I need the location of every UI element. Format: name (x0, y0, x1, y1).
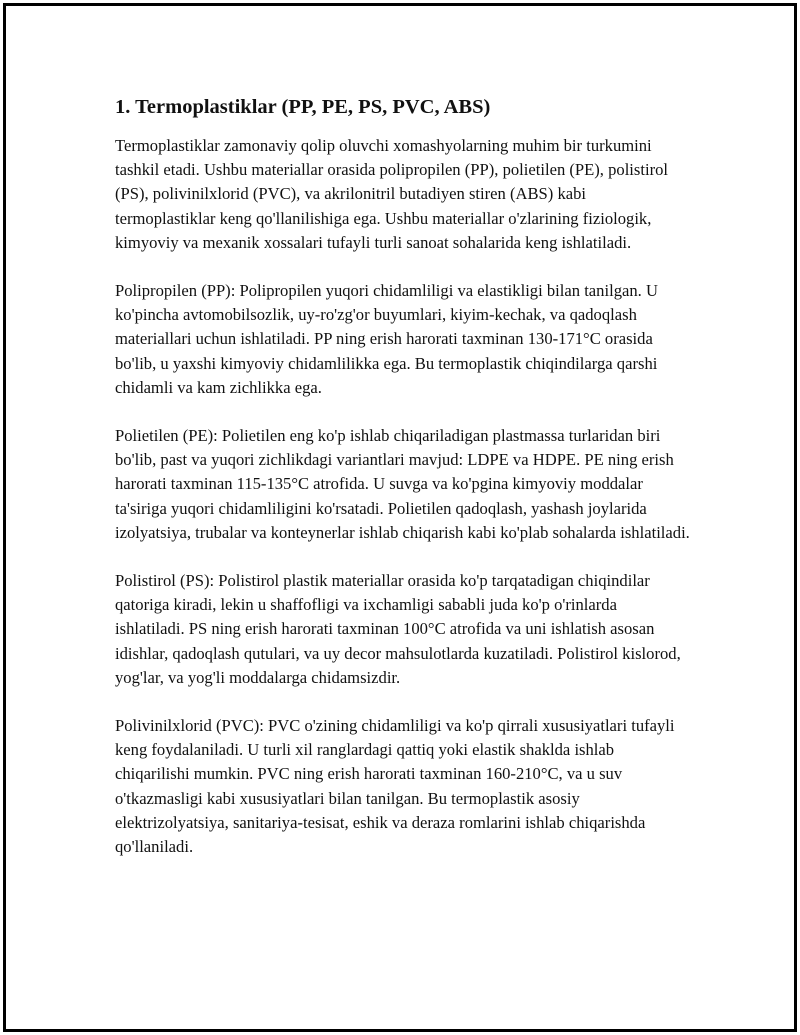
polypropylene-paragraph: Polipropilen (PP): Polipropilen yuqori chidamliligi va elastikligi bilan tanilgan. U ko'pincha avtomobilsozlik, uy-ro'zg'or buyumlari, kiyim-kechak, va qadoqlash materiallari uchun ishlatiladi. PP ning erish harorati taxminan 130-171°C orasida bo'lib, u yaxshi kimyoviy chidamlilikka ega. Bu termoplastik chiqindilarga qarshi chidamli va kam zichlikka ega. (115, 281, 658, 397)
intro-paragraph: Termoplastiklar zamonaviy qolip oluvchi xomashyolarning muhim bir turkumini tashkil etadi. Ushbu materiallar orasida polipropilen (PP), polietilen (PE), polistirol (PS), polivinilxlorid (PVC), va akrilonitril butadiyen stiren (ABS) kabi termoplastiklar keng qo'llanilishiga ega. Ushbu materiallar o'zlarining fiziologik, kimyoviy va mexanik xossalari tufayli turli sanoat sohalarida keng ishlatiladi. (115, 136, 669, 252)
pvc-paragraph: Polivinilxlorid (PVC): PVC o'zining chidamliligi va ko'p qirrali xususiyatlari tufayli keng foydalaniladi. U turli xil ranglardagi qattiq yoki elastik shaklda ishlab chiqarilishi mumkin. PVC ning erish harorati taxminan 160-210°C, va u suv o'tkazmasligi kabi xususiyatlari bilan tanilgan. Bu termoplastik asosiy elektrizolyatsiya, sanitariya-tesisat, eshik va deraza romlarini ishlab chiqarishda qo'llaniladi. (115, 716, 675, 857)
polystyrene-paragraph: Polistirol (PS): Polistirol plastik materiallar orasida ko'p tarqatadigan chiqindilar qatoriga kiradi, lekin u shaffofligi va ixchamligi sababli juda ko'p o'rinlarda ishlatiladi. PS ning erish harorati taxminan 100°C atrofida va uni ishlatish asosan idishlar, qadoqlash qutulari, va uy decor mahsulotlarda kuzatiladi. Polistirol kislorod, yog'lar, va yog'li moddalarga chidamsizdir. (115, 571, 681, 687)
polyethylene-paragraph: Polietilen (PE): Polietilen eng ko'p ishlab chiqariladigan plastmassa turlaridan biri bo'lib, past va yuqori zichlikdagi variantlari mavjud: LDPE va HDPE. PE ning erish harorati taxminan 115-135°C atrofida. U suvga va ko'pgina kimyoviy moddalar ta'siriga yuqori chidamliligini ko'rsatadi. Polietilen qadoqlash, yashash joylarida izolyatsiya, trubalar va konteynerlar ishlab chiqarish kabi ko'plab sohalarda ishlatiladi. (115, 426, 690, 542)
section-heading: 1. Termoplastiklar (PP, PE, PS, PVC, ABS) (115, 96, 491, 118)
document-body (115, 94, 690, 883)
